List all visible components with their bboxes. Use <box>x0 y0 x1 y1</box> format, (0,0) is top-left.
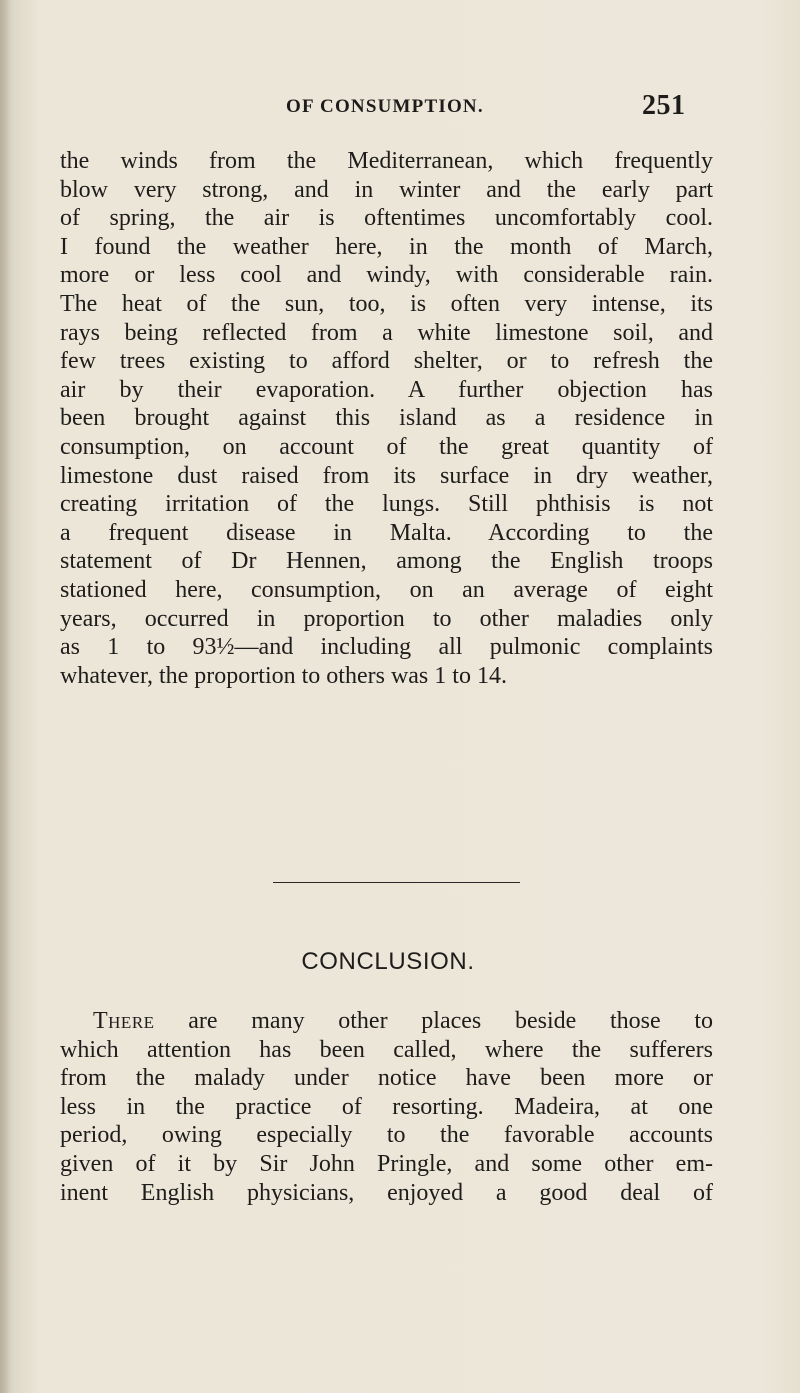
conclusion-paragraph <box>60 1007 713 1207</box>
text-line: whatever, the proportion to others was 1 to 14. <box>60 662 507 689</box>
running-header <box>0 88 800 128</box>
text-line: been brought against this island as a residence in <box>60 405 713 432</box>
text-line-first <box>60 1007 713 1036</box>
text-line: limestone dust raised from its surface in dry weather, <box>60 462 713 489</box>
section-heading: CONCLUSION. <box>301 948 475 975</box>
text-line: given of it by Sir John Pringle, and some other em- <box>60 1150 713 1177</box>
text-line: years, occurred in proportion to other maladies only <box>60 605 713 632</box>
drop-word: There <box>93 1008 155 1034</box>
text-line: as 1 to 93½—and including all pulmonic complaints <box>60 634 713 661</box>
first-line-rest: are many other places beside those to <box>154 1008 713 1034</box>
text-line: which attention has been called, where the sufferers <box>60 1036 713 1063</box>
text-line: more or less cool and windy, with considerable rain. <box>60 262 713 289</box>
text-line: rays being reflected from a white limestone soil, and <box>60 319 713 346</box>
text-line: creating irritation of the lungs. Still phthisis is not <box>60 491 713 518</box>
text-line: blow very strong, and in winter and the early part <box>60 176 713 203</box>
text-line: few trees existing to afford shelter, or to refresh the <box>60 348 713 375</box>
section-divider <box>273 882 520 883</box>
page-number: 251 <box>642 90 686 121</box>
text-line: from the malady under notice have been more or <box>60 1065 713 1092</box>
text-line: stationed here, consumption, on an average of eight <box>60 576 713 603</box>
running-title: OF CONSUMPTION. <box>286 96 484 117</box>
text-line: inent English physicians, enjoyed a good deal of <box>60 1179 713 1206</box>
text-line: of spring, the air is oftentimes uncomfortably cool. <box>60 205 713 232</box>
text-line: The heat of the sun, too, is often very intense, its <box>60 290 713 317</box>
text-line: a frequent disease in Malta. According to the <box>60 519 713 546</box>
body-paragraph <box>60 147 713 690</box>
text-line: less in the practice of resorting. Madeira, at one <box>60 1093 713 1120</box>
text-line: I found the weather here, in the month of March, <box>60 233 713 260</box>
text-line: the winds from the Mediterranean, which frequently <box>60 148 713 174</box>
text-line: consumption, on account of the great quantity of <box>60 433 713 460</box>
text-line: statement of Dr Hennen, among the English troops <box>60 548 713 575</box>
text-line: period, owing especially to the favorable accounts <box>60 1122 713 1149</box>
text-line: air by their evaporation. A further objection has <box>60 376 713 403</box>
